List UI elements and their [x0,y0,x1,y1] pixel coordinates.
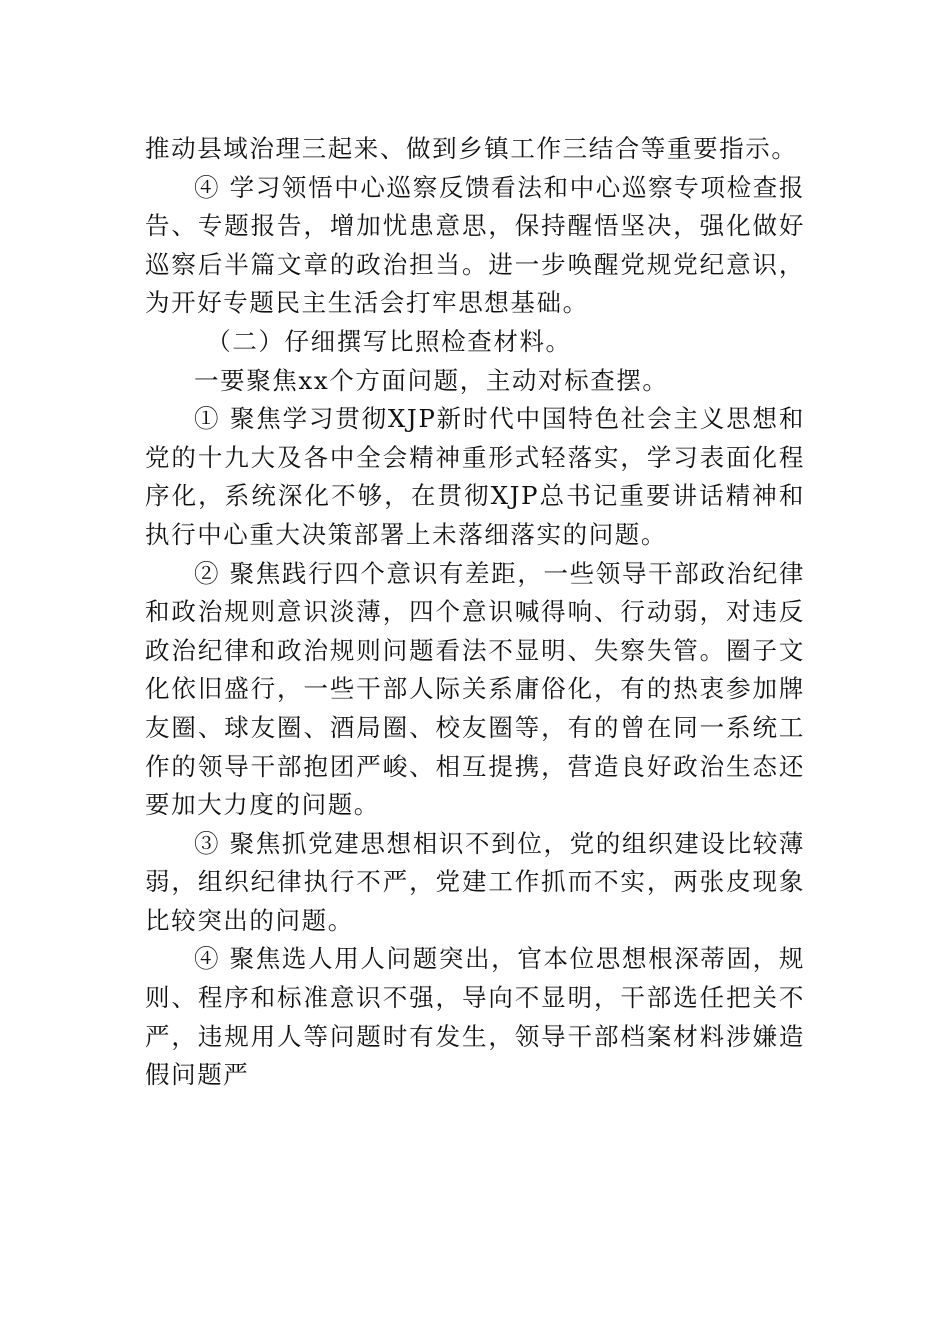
paragraph-study-inspection-feedback: ④ 学习领悟中心巡察反馈看法和中心巡察专项检查报告、专题报告，增加忧患意思，保持醒悟坚决，强化做好巡察后半篇文章的政治担当。进一步唤醒党规党纪意识，为开好专题民主生活会打牢思想基础。 [145,172,805,318]
paragraph-item-3: ③ 聚焦抓党建思想相识不到位，党的组织建设比较薄弱，组织纪律执行不严，党建工作抓而不实，两张皮现象比较突出的问题。 [145,828,805,935]
paragraph-item-2: ② 聚焦践行四个意识有差距，一些领导干部政治纪律和政治规则意识淡薄，四个意识喊得响、行动弱，对违反政治纪律和政治规则问题看法不显明、失察失管。圈子文化依旧盛行，一些干部人际关系庸俗化，有的热衷参加牌友圈、球友圈、酒局圈、校友圈等，有的曾在同一系统工作的领导干部抱团严峻、相互提携，营造良好政治生态还要加大力度的问题。 [145,558,805,820]
paragraph-continuation: 推动县域治理三起来、做到乡镇工作三结合等重要指示。 [145,134,798,163]
document-body [145,130,805,1095]
paragraph-focus-intro: 一要聚焦xx个方面问题，主动对标查摆。 [194,365,669,395]
section-heading: （二）仔细撰写比照检查材料。 [206,326,572,356]
paragraph-item-4: ④ 聚焦选人用人问题突出，官本位思想根深蒂固，规则、程序和标准意识不强，导向不显明，干部选任把关不严，违规用人等问题时有发生，领导干部档案材料涉嫌造假问题严 [145,944,805,1090]
paragraph-item-1: ① 聚焦学习贯彻XJP新时代中国特色社会主义思想和党的十九大及各中全会精神重形式轻落实，学习表面化程序化，系统深化不够，在贯彻XJP总书记重要讲话精神和执行中心重大决策部署上未落细落实的问题。 [145,404,805,549]
